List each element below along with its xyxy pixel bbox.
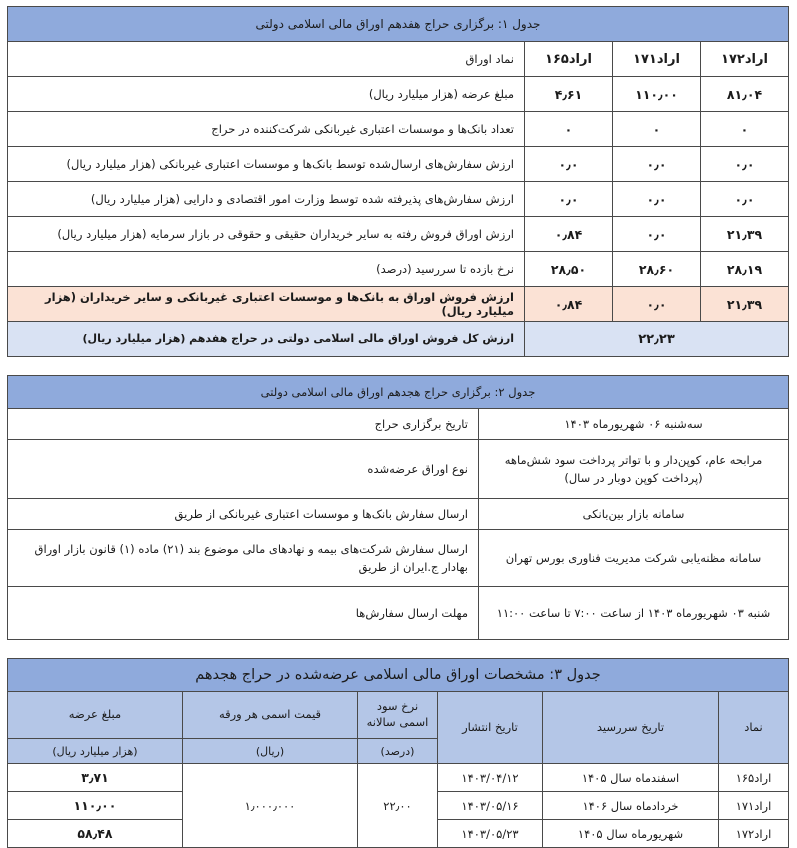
table1-title-row [7, 7, 788, 42]
table3-nominal-rate: ۲۲٫۰۰ [358, 764, 438, 848]
table1-r5-c2: ۲۸٫۶۰ [613, 252, 701, 287]
table1-highlight-c2: ۰٫۰ [613, 287, 701, 322]
table1-r0-label: مبلغ عرضه (هزار میلیارد ریال) [7, 77, 524, 112]
table1-r1-c2: ۰ [613, 112, 701, 147]
table1-r3-c2: ۰٫۰ [613, 182, 701, 217]
table1-r0-c2: ۱۱۰٫۰۰ [613, 77, 701, 112]
table1-total-row [7, 322, 788, 357]
table1-r2-label: ارزش سفارش‌های ارسال‌شده توسط بانک‌ها و موسسات اعتباری غیربانکی (هزار میلیارد ریال) [7, 147, 524, 182]
table3-header-row [7, 692, 788, 739]
table1-r3-c1: ۰٫۰ [525, 182, 613, 217]
table-row [8, 440, 789, 499]
table2-r0-value: سه‌شنبه ۰۶ شهریورماه ۱۴۰۳ [479, 409, 789, 440]
table-row [8, 409, 789, 440]
table3-title-row [7, 659, 788, 692]
table2-title: جدول ۲: برگزاری حراج هجدهم اوراق مالی اسلامی دولتی [8, 376, 789, 409]
table-auction-18-securities [7, 658, 789, 848]
table3-unit-price: (ریال) [183, 739, 358, 764]
table3-r0-maturity: اسفندماه سال ۱۴۰۵ [543, 764, 719, 792]
table3-header-amount: مبلغ عرضه [7, 692, 182, 739]
table2-r3-label: ارسال سفارش شرکت‌های بیمه و نهادهای مالی موضوع بند (۲۱) ماده (۱) قانون بازار اوراق بهادار ج.ایران از طریق [8, 530, 479, 587]
table-row [7, 182, 788, 217]
table-row [7, 764, 788, 792]
table2-r2-label: ارسال سفارش بانک‌ها و موسسات اعتباری غیربانکی از طریق [8, 499, 479, 530]
table3-unit-rate: (درصد) [358, 739, 438, 764]
table3-r1-issue: ۱۴۰۳/۰۵/۱۶ [438, 792, 543, 820]
table1-r3-c3: ۰٫۰ [701, 182, 789, 217]
table1-r1-c3: ۰ [701, 112, 789, 147]
table1-r4-c3: ۲۱٫۳۹ [701, 217, 789, 252]
table1-r2-c1: ۰٫۰ [525, 147, 613, 182]
table-row [8, 587, 789, 640]
table-row [7, 147, 788, 182]
table1-total-value: ۲۲٫۲۳ [525, 322, 789, 357]
table2-r1-label: نوع اوراق عرضه‌شده [8, 440, 479, 499]
table2-r4-label: مهلت ارسال سفارش‌ها [8, 587, 479, 640]
table1-highlight-row [7, 287, 788, 322]
table1-symbol-1: اراد۱۶۵ [525, 42, 613, 77]
table-row [8, 499, 789, 530]
table1-symbol-row [7, 42, 788, 77]
table1-highlight-c3: ۲۱٫۳۹ [701, 287, 789, 322]
table1-r1-c1: ۰ [525, 112, 613, 147]
table1-r5-c1: ۲۸٫۵۰ [525, 252, 613, 287]
table3-title: جدول ۳: مشخصات اوراق مالی اسلامی عرضه‌شده در حراج هجدهم [7, 659, 788, 692]
table1-symbol-row-label: نماد اوراق [7, 42, 524, 77]
table-row [7, 217, 788, 252]
table2-r3-value: سامانه مظنه‌یابی شرکت مدیریت فناوری بورس تهران [479, 530, 789, 587]
document-page [0, 6, 797, 841]
table2-r2-value: سامانه بازار بین‌بانکی [479, 499, 789, 530]
table1-r5-label: نرخ بازده تا سررسید (درصد) [7, 252, 524, 287]
table3-unit-amount: (هزار میلیارد ریال) [7, 739, 182, 764]
table3-r0-issue: ۱۴۰۳/۰۴/۱۲ [438, 764, 543, 792]
table3-r1-symbol: اراد۱۷۱ [719, 792, 789, 820]
table1-r2-c2: ۰٫۰ [613, 147, 701, 182]
table3-r0-symbol: اراد۱۶۵ [719, 764, 789, 792]
table1-highlight-label: ارزش فروش اوراق به بانک‌ها و موسسات اعتباری غیربانکی و سایر خریداران (هزار میلیارد ریال) [7, 287, 524, 322]
table1-r5-c3: ۲۸٫۱۹ [701, 252, 789, 287]
table-row [7, 252, 788, 287]
table1-r0-c3: ۸۱٫۰۴ [701, 77, 789, 112]
table1-r2-c3: ۰٫۰ [701, 147, 789, 182]
table3-r2-symbol: اراد۱۷۲ [719, 820, 789, 848]
table2-r1-value: مرابحه عام، کوپن‌دار و با تواتر پرداخت سود شش‌ماهه (پرداخت کوپن دوبار در سال) [479, 440, 789, 499]
table-row [7, 77, 788, 112]
table1-r4-c2: ۰٫۰ [613, 217, 701, 252]
table2-title-row [8, 376, 789, 409]
table-row [7, 112, 788, 147]
table1-r3-label: ارزش سفارش‌های پذیرفته شده توسط وزارت امور اقتصادی و دارایی (هزار میلیارد ریال) [7, 182, 524, 217]
table1-symbol-2: اراد۱۷۱ [613, 42, 701, 77]
table1-r4-label: ارزش اوراق فروش رفته به سایر خریداران حقیقی و حقوقی در بازار سرمایه (هزار میلیارد ریال) [7, 217, 524, 252]
table3-header-rate: نرخ سود اسمی سالانه [358, 692, 438, 739]
table1-total-label: ارزش کل فروش اوراق مالی اسلامی دولتی در حراج هفدهم (هزار میلیارد ریال) [7, 322, 524, 357]
table1-r4-c1: ۰٫۸۴ [525, 217, 613, 252]
table1-highlight-c1: ۰٫۸۴ [525, 287, 613, 322]
table3-r2-amount: ۵۸٫۴۸ [7, 820, 182, 848]
table3-header-price: قیمت اسمی هر ورقه [183, 692, 358, 739]
table-row [8, 530, 789, 587]
table1-symbol-3: اراد۱۷۲ [701, 42, 789, 77]
table3-r0-amount: ۳٫۷۱ [7, 764, 182, 792]
table3-header-issue: تاریخ انتشار [438, 692, 543, 764]
table1-title: جدول ۱: برگزاری حراج هفدهم اوراق مالی اسلامی دولتی [7, 7, 788, 42]
table3-header-symbol: نماد [719, 692, 789, 764]
table3-nominal-price: ۱٫۰۰۰٫۰۰۰ [183, 764, 358, 848]
table-auction-18-details [7, 375, 789, 640]
table3-r2-maturity: شهریورماه سال ۱۴۰۵ [543, 820, 719, 848]
table3-r1-maturity: خردادماه سال ۱۴۰۶ [543, 792, 719, 820]
table1-r0-c1: ۴٫۶۱ [525, 77, 613, 112]
table2-r0-label: تاریخ برگزاری حراج [8, 409, 479, 440]
table3-r1-amount: ۱۱۰٫۰۰ [7, 792, 182, 820]
table2-r4-value: شنبه ۰۳ شهریورماه ۱۴۰۳ از ساعت ۷:۰۰ تا ساعت ۱۱:۰۰ [479, 587, 789, 640]
table1-r1-label: تعداد بانک‌ها و موسسات اعتباری غیربانکی شرکت‌کننده در حراج [7, 112, 524, 147]
table3-header-maturity: تاریخ سررسید [543, 692, 719, 764]
table-auction-17 [7, 6, 789, 357]
table3-r2-issue: ۱۴۰۳/۰۵/۲۳ [438, 820, 543, 848]
